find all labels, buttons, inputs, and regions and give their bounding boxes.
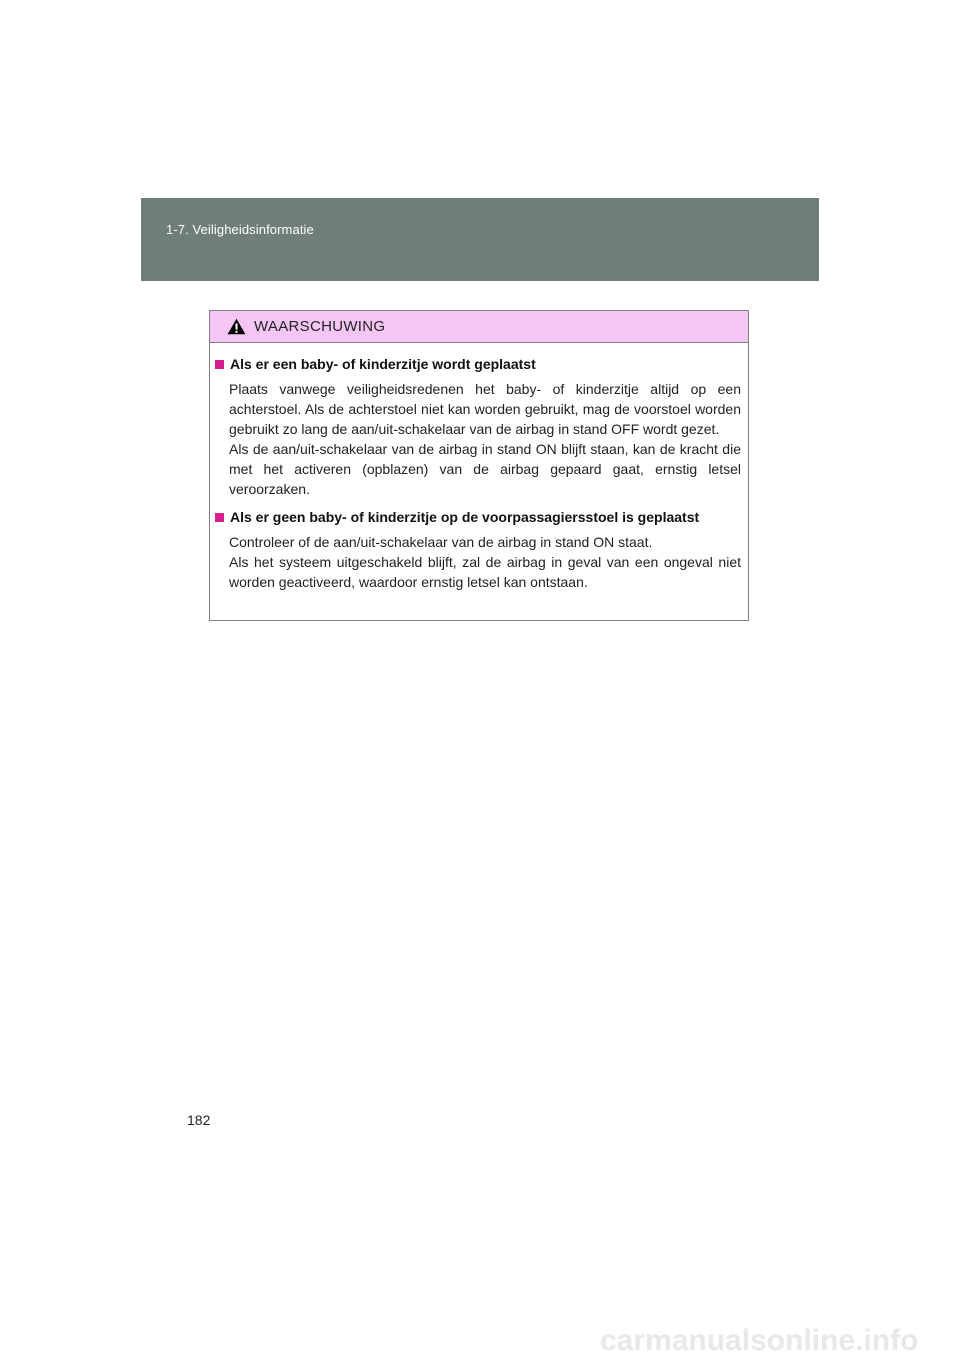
warning-paragraph: Controleer of de aan/uit-schakelaar van de airbag in stand ON staat.	[229, 534, 653, 550]
watermark-logo	[598, 1321, 953, 1357]
warning-header	[210, 311, 748, 343]
warning-item-heading-text: Als er een baby- of kinderzitje wordt geplaatst	[230, 356, 536, 372]
warning-body	[210, 343, 748, 592]
warning-title: WAARSCHUWING	[254, 318, 386, 335]
warning-item	[215, 507, 741, 592]
warning-item-heading	[215, 354, 741, 374]
warning-paragraph: Als het systeem uitgeschakeld blijft, zal de airbag in geval van een ongeval niet worden geactiveerd, waardoor ernstig letsel kan ontstaan.	[229, 554, 741, 590]
warning-triangle-icon	[227, 318, 246, 335]
square-bullet-icon	[215, 360, 224, 369]
square-bullet-icon	[215, 513, 224, 522]
warning-item-text	[215, 379, 741, 499]
warning-item-heading-text: Als er geen baby- of kinderzitje op de voorpassagiersstoel is geplaatst	[230, 509, 700, 525]
warning-paragraph: Als de aan/uit-schakelaar van de airbag in stand ON blijft staan, kan de kracht die met het activeren (opblazen) van de airbag gepaard gaat, ernstig letsel veroorzaken.	[229, 441, 741, 497]
warning-item	[215, 354, 741, 499]
warning-item-heading	[215, 507, 741, 527]
section-title: 1-7. Veiligheidsinformatie	[166, 222, 314, 237]
warning-item-text	[215, 532, 741, 592]
page-number: 182	[187, 1112, 211, 1128]
warning-box	[209, 310, 749, 621]
watermark-text: carmanualsonline.info	[600, 1324, 919, 1357]
section-header-band	[141, 198, 819, 281]
warning-paragraph: Plaats vanwege veiligheidsredenen het baby- of kinderzitje altijd op een achterstoel. Als de achterstoel niet kan worden gebruikt, mag de voorstoel worden gebruikt zo lang de aan/uit-schakelaar van de airbag in stand OFF wordt gezet.	[229, 381, 741, 437]
